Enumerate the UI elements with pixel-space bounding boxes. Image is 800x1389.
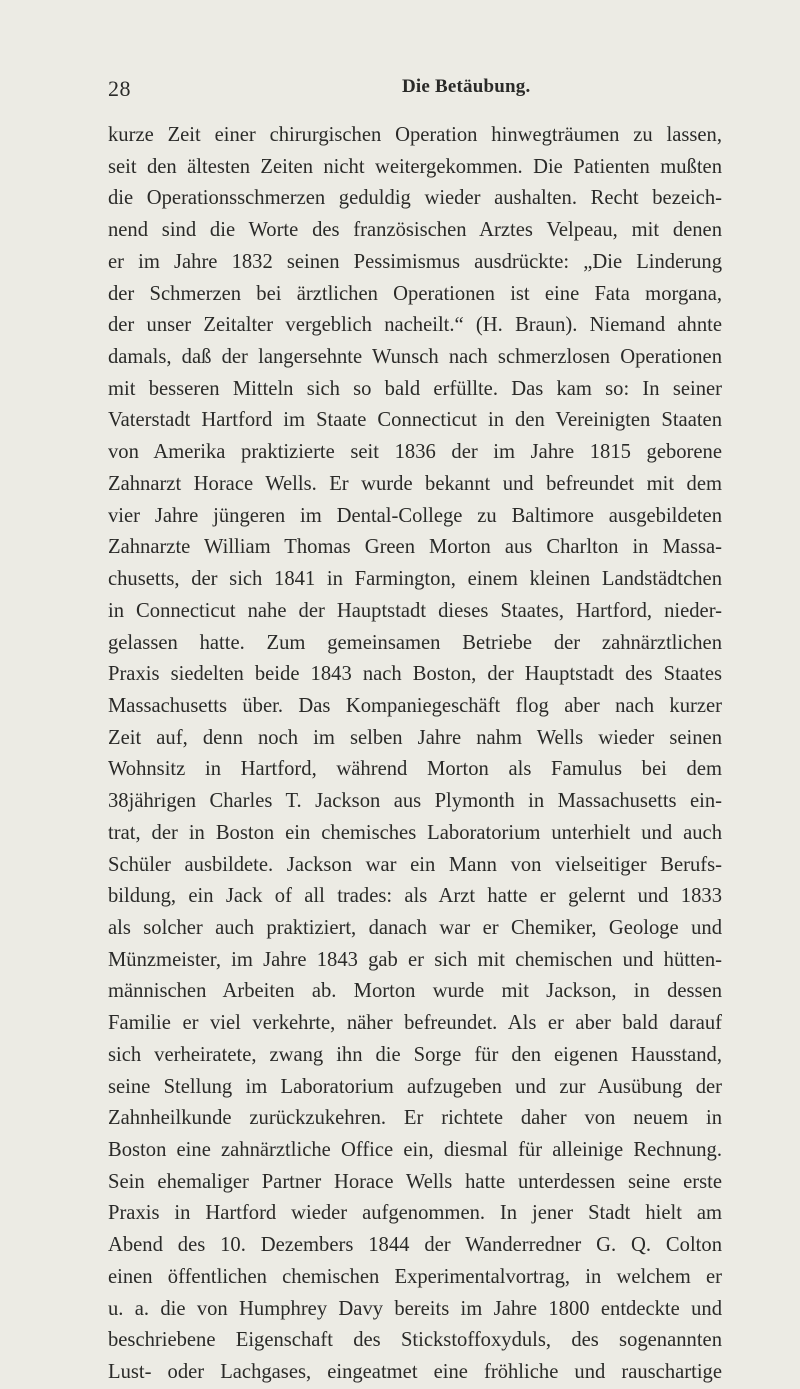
text-line: männischen Arbeiten ab. Morton wurde mit Jackson, in dessen bbox=[108, 980, 722, 1003]
text-line: Zeit auf, denn noch im selben Jahre nahm Wells wieder seinen bbox=[108, 726, 722, 749]
text-line: Sein ehemaliger Partner Horace Wells hatte unterdessen seine erste bbox=[108, 1170, 722, 1193]
text-line: der Schmerzen bei ärztlichen Operationen ist eine Fata morgana, bbox=[108, 282, 722, 305]
body-text bbox=[108, 120, 722, 1389]
text-line: in Connecticut nahe der Hauptstadt dieses Staates, Hartford, nieder- bbox=[108, 599, 722, 622]
text-line: Familie er viel verkehrte, näher befreundet. Als er aber bald darauf bbox=[108, 1012, 722, 1035]
text-line: bildung, ein Jack of all trades: als Arzt hatte er gelernt und 1833 bbox=[108, 885, 722, 908]
text-line: gelassen hatte. Zum gemeinsamen Betriebe der zahnärztlichen bbox=[108, 631, 722, 654]
text-line: u. a. die von Humphrey Davy bereits im Jahre 1800 entdeckte und bbox=[108, 1297, 722, 1320]
text-line: Vaterstadt Hartford im Staate Connecticut in den Vereinigten Staaten bbox=[108, 409, 722, 432]
page-header bbox=[108, 76, 730, 106]
running-title: Die Betäubung. bbox=[402, 76, 531, 97]
text-line: 38jährigen Charles T. Jackson aus Plymonth in Massachusetts ein- bbox=[108, 790, 722, 813]
text-line: sich verheiratete, zwang ihn die Sorge für den eigenen Hausstand, bbox=[108, 1043, 722, 1066]
text-line: damals, daß der langersehnte Wunsch nach schmerzlosen Operationen bbox=[108, 346, 722, 369]
text-line: Münzmeister, im Jahre 1843 gab er sich mit chemischen und hütten- bbox=[108, 948, 722, 971]
text-line: Zahnarzt Horace Wells. Er wurde bekannt und befreundet mit dem bbox=[108, 472, 722, 495]
text-line: er im Jahre 1832 seinen Pessimismus ausdrückte: „Die Linderung bbox=[108, 250, 722, 273]
text-line: trat, der in Boston ein chemisches Laboratorium unterhielt und auch bbox=[108, 821, 722, 844]
text-line: mit besseren Mitteln sich so bald erfüllte. Das kam so: In seiner bbox=[108, 377, 722, 400]
text-line: der unser Zeitalter vergeblich nacheilt.“ (H. Braun). Niemand ahnte bbox=[108, 314, 722, 337]
text-line: Zahnarzte William Thomas Green Morton aus Charlton in Massa- bbox=[108, 536, 722, 559]
text-line: von Amerika praktizierte seit 1836 der im Jahre 1815 geborene bbox=[108, 441, 722, 464]
text-line: einen öffentlichen chemischen Experimentalvortrag, in welchem er bbox=[108, 1265, 722, 1288]
text-line: Praxis in Hartford wieder aufgenommen. In jener Stadt hielt am bbox=[108, 1202, 722, 1225]
text-line: Schüler ausbildete. Jackson war ein Mann von vielseitiger Berufs- bbox=[108, 853, 722, 876]
text-line: vier Jahre jüngeren im Dental-College zu Baltimore ausgebildeten bbox=[108, 504, 722, 527]
text-line: kurze Zeit einer chirurgischen Operation hinwegträumen zu lassen, bbox=[108, 124, 722, 146]
text-line: Lust- oder Lachgases, eingeatmet eine fröhliche und rauschartige bbox=[108, 1361, 722, 1384]
text-line: Praxis siedelten beide 1843 nach Boston, der Hauptstadt des Staates bbox=[108, 663, 722, 686]
text-line: beschriebene Eigenschaft des Stickstoffoxyduls, des sogenannten bbox=[108, 1329, 722, 1352]
text-line: Wohnsitz in Hartford, während Morton als Famulus bei dem bbox=[108, 758, 722, 781]
text-line: Abend des 10. Dezembers 1844 der Wanderredner G. Q. Colton bbox=[108, 1234, 722, 1257]
text-line: seine Stellung im Laboratorium aufzugeben und zur Ausübung der bbox=[108, 1075, 722, 1098]
text-line: Zahnheilkunde zurückzukehren. Er richtete daher von neuem in bbox=[108, 1107, 722, 1130]
text-line: die Operationsschmerzen geduldig wieder aushalten. Recht bezeich- bbox=[108, 187, 722, 210]
text-line: seit den ältesten Zeiten nicht weitergekommen. Die Patienten mußten bbox=[108, 155, 722, 178]
text-line: chusetts, der sich 1841 in Farmington, einem kleinen Landstädtchen bbox=[108, 568, 722, 591]
text-line: Boston eine zahnärztliche Office ein, diesmal für alleinige Rechnung. bbox=[108, 1139, 722, 1161]
text-line: als solcher auch praktiziert, danach war er Chemiker, Geologe und bbox=[108, 916, 722, 939]
page-number: 28 bbox=[108, 76, 131, 101]
text-line: nend sind die Worte des französischen Arztes Velpeau, mit denen bbox=[108, 219, 722, 242]
text-line: Massachusetts über. Das Kompaniegeschäft flog aber nach kurzer bbox=[108, 694, 722, 717]
